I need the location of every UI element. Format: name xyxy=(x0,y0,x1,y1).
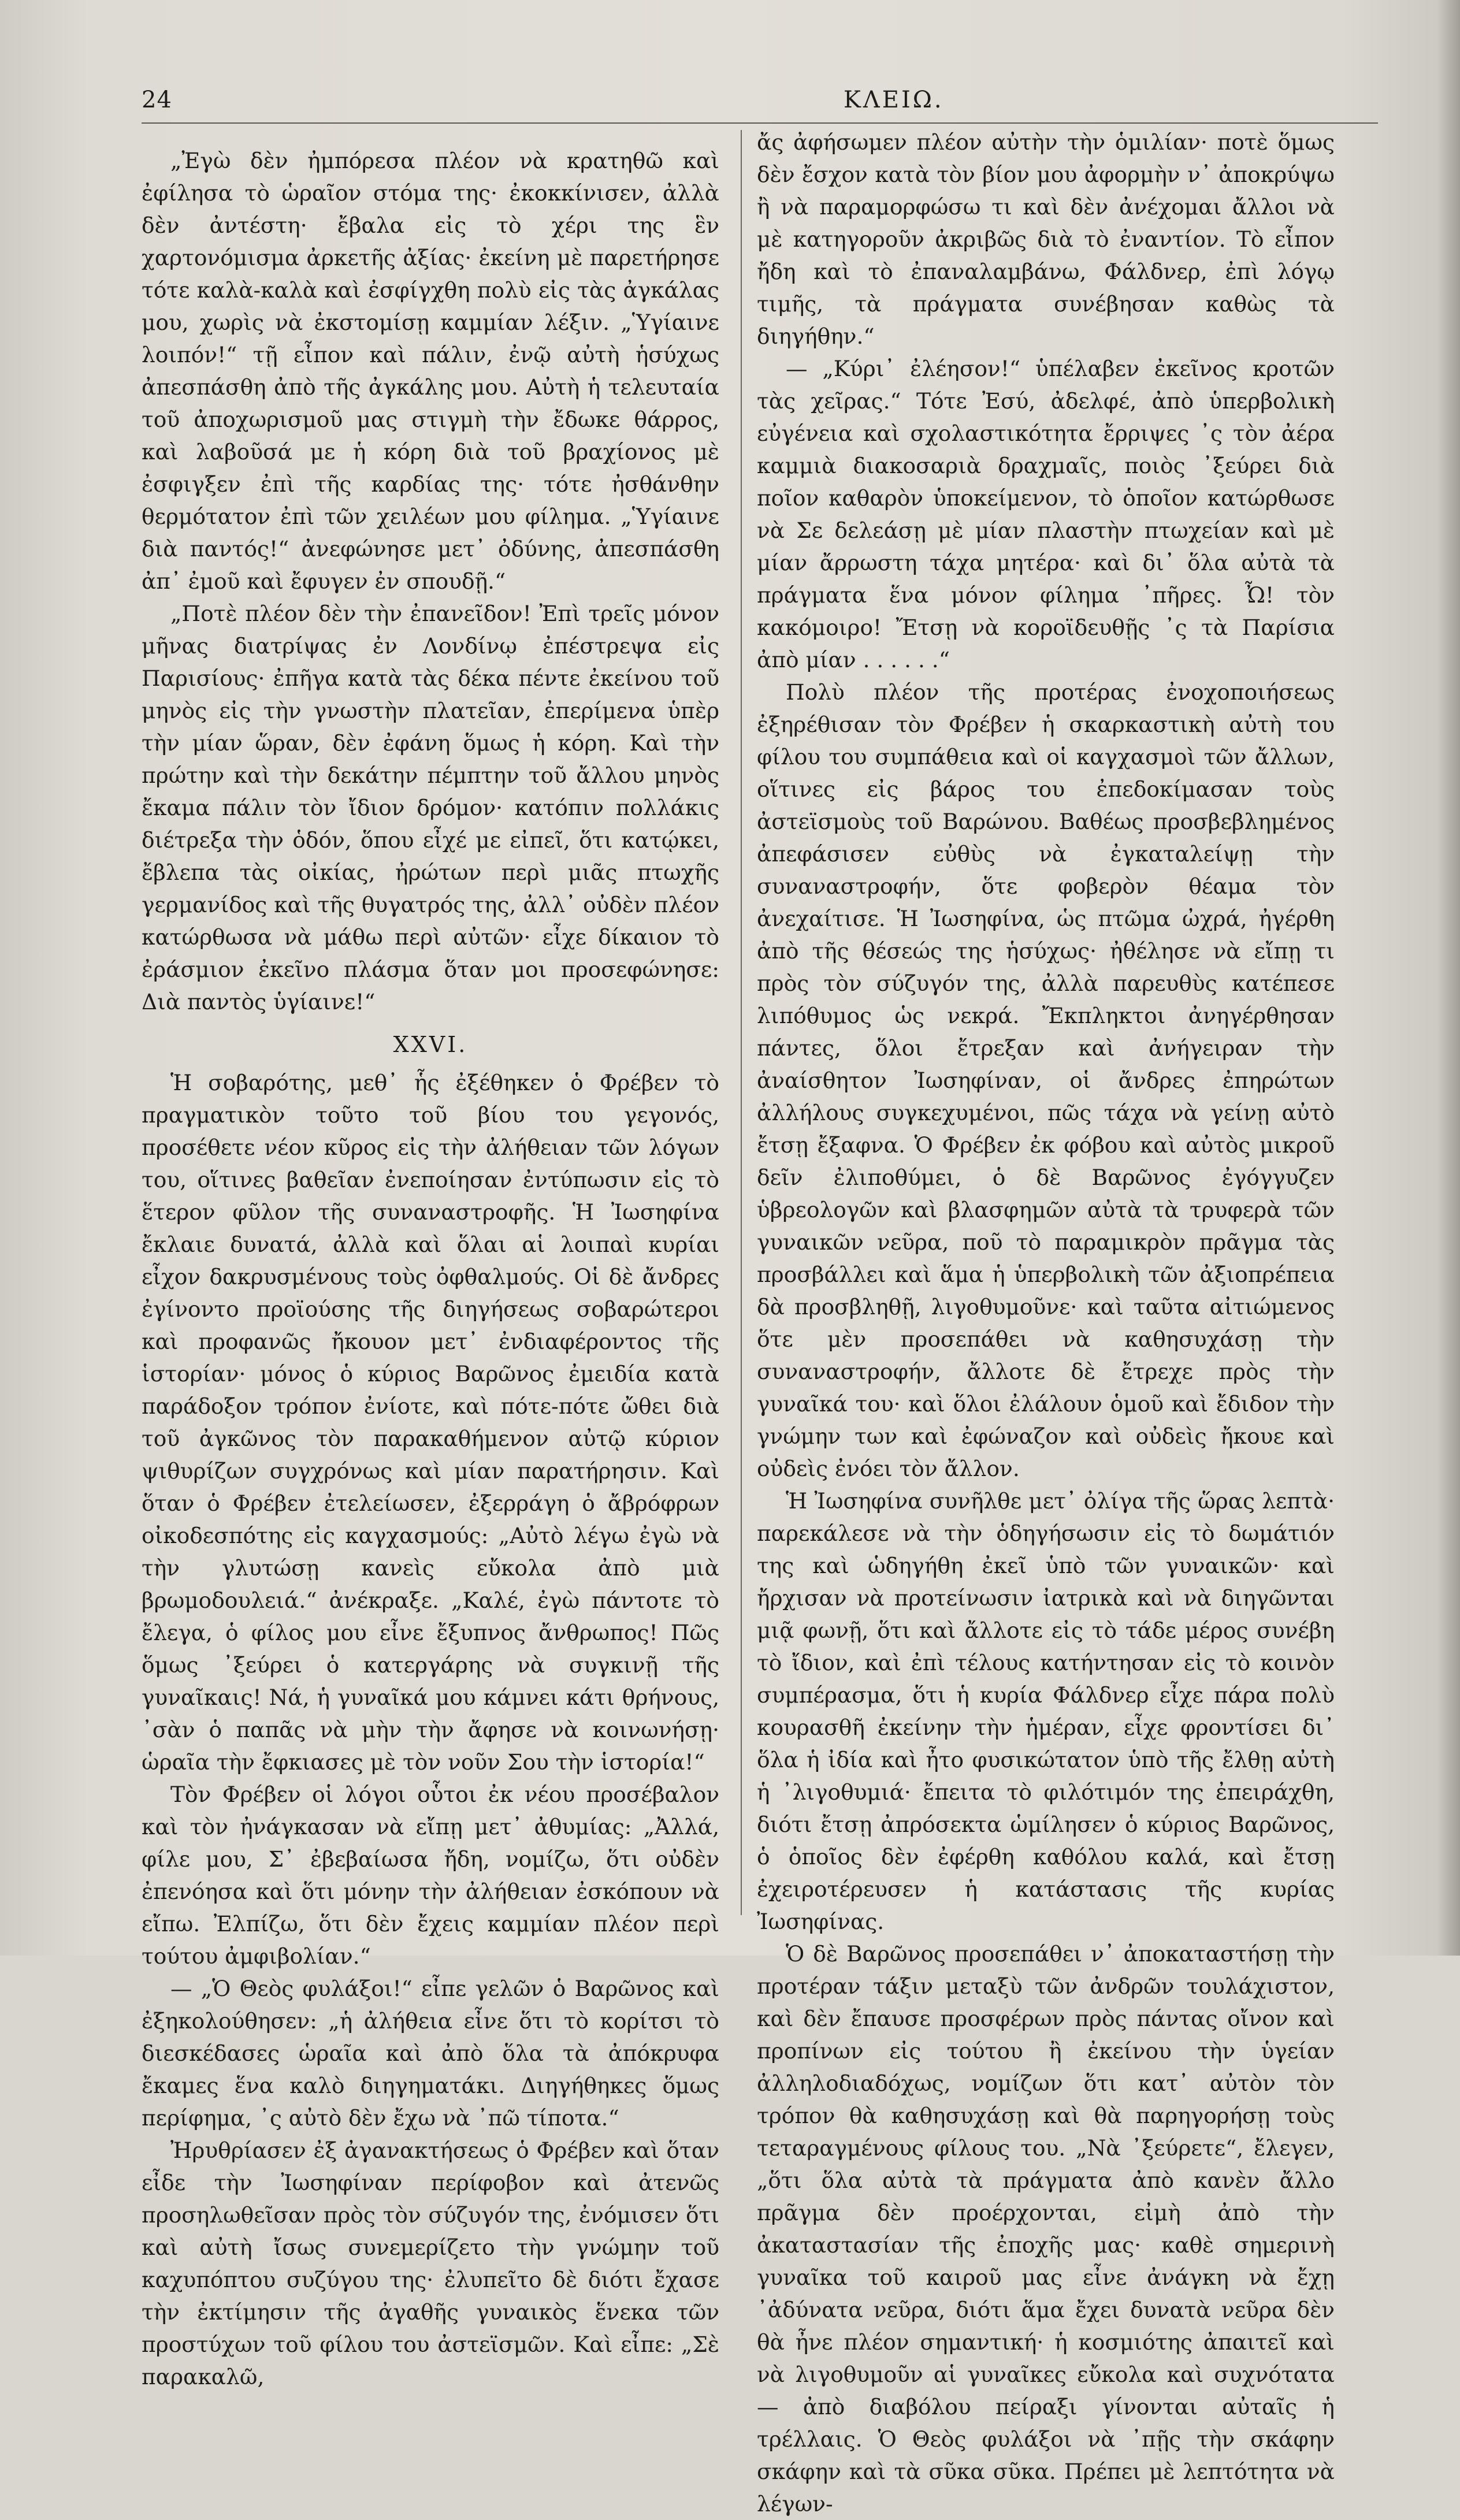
paragraph: Ὁ δὲ Βαρῶνος προσεπάθει ν᾽ ἀποκαταστήσῃ τὴν προτέραν τάξιν μεταξὺ τῶν ἀνδρῶν τουλάχιστον, καὶ δὲν ἔπαυσε προσφέρων πρὸς πάντας οἴνον καὶ προπίνων εἰς τούτου ἢ ἐκείνου τὴν ὑγείαν ἀλληλοδιαδόχως, νομίζων ὅτι κατ᾽ αὐτὸν τὸν τρόπον θὰ καθησυχάσῃ καὶ θὰ παρηγορήσῃ τοὺς τεταραγμένους φίλους του. „Νὰ ᾽ξεύρετε“, ἔλεγεν, „ὅτι ὅλα αὐτὰ τὰ πράγματα ἀπὸ κανὲν ἄλλο πρᾶγμα δὲν προέρχονται, εἰμὴ ἀπὸ τὴν ἀκαταστασίαν τῆς ἐποχῆς μας· καθὲ σημερινὴ γυναῖκα τοῦ καιροῦ μας εἶνε ἀνάγκη νὰ ἔχῃ ᾽ἀδύνατα νεῦρα, διότι ἅμα ἔχει δυνατὰ νεῦρα δὲν θὰ ἦνε πλέον σημαντική· ἡ κοσμιότης ἀπαιτεῖ καὶ νὰ λιγοθυμοῦν αἱ γυναῖκες εὔκολα καὶ συχνότατα — ἀπὸ διαβόλου πείραξι γίνονται αὐταῖς ἡ τρέλλαις. Ὁ Θεὸς φυλάξοι νὰ ᾽πῇς τὴν σκάφην σκάφην καὶ τὰ σῦκα σῦκα. Πρέπει μὲ λεπτότητα νὰ λέγων- xyxy=(757,1941,1335,2517)
column-divider xyxy=(741,130,742,1915)
paragraph: Ἡ Ἰωσηφίνα συνῆλθε μετ᾽ ὀλίγα τῆς ὥρας λεπτὰ· παρεκάλεσε νὰ τὴν ὁδηγήσωσιν εἰς τὸ δωμάτιόν της καὶ ὡδηγήθη ἐκεῖ ὑπὸ τῶν γυναικῶν· καὶ ἤρχισαν νὰ προτείνωσιν ἰατρικὰ καὶ νὰ διηγῶνται μιᾷ φωνῇ, ὅτι καὶ ἄλλοτε εἰς τὸ τάδε μέρος συνέβη τὸ ἴδιον, καὶ ἐπὶ τέλους κατήντησαν εἰς τὸ κοινὸν συμπέρασμα, ὅτι ἡ κυρία Φάλδνερ εἶχε πάρα πολὺ κουρασθῆ ἐκείνην τὴν ἡμέραν, εἶχε φροντίσει δι᾽ ὅλα ἡ ἰδία καὶ ἦτο φυσικώτατον ὑπὸ τῆς ἔλθῃ αὐτὴ ἡ ᾽λιγοθυμιά· ἔπειτα τὸ φιλότιμόν της ἐπειράχθη, διότι ἔτσῃ ἀπρόσεκτα ὡμίλησεν ὁ κύριος Βαρῶνος, ὁ ὁποῖος δὲν ἐφέρθη καθόλου καλά, καὶ ἔτσῃ ἐχειροτέρευσεν ἡ κατάστασις τῆς κυρίας Ἰωσηφίνας. xyxy=(757,1488,1335,1934)
left-column xyxy=(142,144,719,2393)
right-column xyxy=(757,126,1335,2520)
paragraph: Ἡ σοβαρότης, μεθ᾽ ἧς ἐξέθηκεν ὁ Φρέβεν τὸ πραγματικὸν τοῦτο τοῦ βίου του γεγονός, προσέθετε νέον κῦρος εἰς τὴν ἀλήθειαν τῶν λόγων του, οἵτινες βαθεῖαν ἐνεποίησαν ἐντύπωσιν εἰς τὸ ἕτερον φῦλον τῆς συναναστροφῆς. Ἡ Ἰωσηφίνα ἔκλαιε δυνατά, ἀλλὰ καὶ ὅλαι αἱ λοιπαὶ κυρίαι εἶχον δακρυσμένους τοὺς ὀφθαλμούς. Οἱ δὲ ἄνδρες ἐγίνοντο προϊούσης τῆς διηγήσεως σοβαρώτεροι καὶ προφανῶς ἤκουον μετ᾽ ἐνδιαφέροντος τῆς ἱστορίαν· μόνος ὁ κύριος Βαρῶνος ἐμειδία κατὰ παράδοξον τρόπον ἐνίοτε, καὶ πότε-πότε ὤθει διὰ τοῦ ἀγκῶνος τὸν παρακαθήμενον αὐτῷ κύριον ψιθυρίζων συγχρόνως καὶ μίαν παρατήρησιν. Καὶ ὅταν ὁ Φρέβεν ἐτελείωσεν, ἐξερράγη ὁ ἄβρόφρων οἰκοδεσπότης εἰς καγχασμούς: „Αὐτὸ λέγω ἐγὼ νὰ τὴν γλυτώσῃ κανεὶς εὔκολα ἀπὸ μιὰ βρωμοδουλειά.“ ἀνέκραξε. „Καλέ, ἐγὼ πάντοτε τὸ ἔλεγα, ὁ φίλος μου εἶνε ἔξυπνος ἄνθρωπος! Πῶς ὅμως ᾽ξεύρει ὁ κατεργάρης νὰ συγκινῇ τῆς γυναῖκαις! Νά, ἡ γυναῖκά μου κάμνει κάτι θρήνους, ᾽σὰν ὁ παπᾶς νὰ μὴν τὴν ἄφησε νὰ κοινωνήσῃ· ὡραῖα τὴν ἔφκιασες μὲ τὸν νοῦν Σου τὴν ἱστορία!“ xyxy=(142,1070,719,1775)
header-rule xyxy=(142,122,1378,124)
paragraph: — „Ὁ Θεὸς φυλάξοι!“ εἶπε γελῶν ὁ Βαρῶνος καὶ ἐξηκολούθησεν: „ἡ ἀλήθεια εἶνε ὅτι τὸ κορίτσι τὸ διεσκέδασες ὡραῖα καὶ ἀπὸ ὅλα τὰ ἀπόκρυφα ἔκαμες ἕνα καλὸ διηγηματάκι. Διηγήθηκες ὅμως περίφημα, ᾽ς αὐτὸ δὲν ἔχω νὰ ᾽πῶ τίποτα.“ xyxy=(142,1976,719,2131)
paragraph: — „Κύρι᾽ ἐλέησον!“ ὑπέλαβεν ἐκεῖνος κροτῶν τὰς χεῖρας.“ Τότε Ἐσύ, ἀδελφέ, ἀπὸ ὑπερβολικὴ εὐγένεια καὶ σχολαστικότητα ἔρριψες ᾽ς τὸν ἀέρα καμμιὰ διακοσαριὰ δραχμαῖς, ποιὸς ᾽ξεύρει διὰ ποῖον καθαρὸν ὑποκείμενον, τὸ ὁποῖον κατώρθωσε νὰ Σε δελεάσῃ μὲ μίαν πλαστὴν πτωχείαν καὶ μὲ μίαν ἄρρωστη τάχα μητέρα· καὶ δι᾽ ὅλα αὐτὰ τὰ πράγματα ἕνα μόνον φίλημα ᾽πῆρες. Ὦ! τὸν κακόμοιρο! Ἔτσῃ νὰ κοροϊδευθῇς ᾽ς τὰ Παρίσια ἀπὸ μίαν . . . . . .“ xyxy=(757,356,1335,672)
section-heading: XXVI. xyxy=(393,1032,468,1057)
paragraph: „Ἐγὼ δὲν ἠμπόρεσα πλέον νὰ κρατηθῶ καὶ ἐφίλησα τὸ ὡραῖον στόμα της· ἐκοκκίνισεν, ἀλλὰ δὲν ἀντέστη· ἔβαλα εἰς τὸ χέρι της ἓν χαρτονόμισμα ἀρκετῆς ἀξίας· ἐκείνη μὲ παρετήρησε τότε καλὰ-καλὰ καὶ ἐσφίγχθη πολὺ εἰς τὰς ἀγκάλας μου, χωρὶς νὰ ἐκστομίσῃ καμμίαν λέξιν. „Ὑγίαινε λοιπόν!“ τῇ εἶπον καὶ πάλιν, ἐνῷ αὐτὴ ἡσύχως ἀπεσπάσθη ἀπὸ τῆς ἀγκάλης μου. Αὐτὴ ἡ τελευταία τοῦ ἀποχωρισμοῦ μας στιγμὴ τὴν ἔδωκε θάρρος, καὶ λαβοῦσά με ἡ κόρη διὰ τοῦ βραχίονος μὲ ἐσφιγξεν ἐπὶ τῆς καρδίας της· τότε ἠσθάνθην θερμότατον ἐπὶ τῶν χειλέων μου φίλημα. „Ὑγίαινε διὰ παντός!“ ἀνεφώνησε μετ᾽ ὀδύνης, ἀπεσπάσθη ἀπ᾽ ἐμοῦ καὶ ἔφυγεν ἐν σπουδῇ.“ xyxy=(142,148,719,594)
running-title: ΚΛΕΙΩ. xyxy=(844,87,944,113)
paragraph: ἄς ἀφήσωμεν πλέον αὐτὴν τὴν ὁμιλίαν· ποτὲ ὅμως δὲν ἔσχον κατὰ τὸν βίον μου ἀφορμὴν ν᾽ ἀποκρύψω ἢ νὰ παραμορφώσω τι καὶ δὲν ἀνέχομαι ἄλλοι νὰ μὲ κατηγοροῦν ἀκριβῶς διὰ τὸ ἐναντίον. Τὸ εἶπον ἤδη καὶ τὸ ἐπαναλαμβάνω, Φάλδνερ, ἐπὶ λόγῳ τιμῆς, τὰ πράγματα συνέβησαν καθὼς τὰ διηγήθην.“ xyxy=(757,129,1335,349)
page-edge-shadow xyxy=(1437,0,1460,1956)
paragraph: Τὸν Φρέβεν οἱ λόγοι οὗτοι ἐκ νέου προσέβαλον καὶ τὸν ἠνάγκασαν νὰ εἴπῃ μετ᾽ ἀθυμίας: „Ἀλλά, φίλε μου, Σ᾽ ἐβεβαίωσα ἤδη, νομίζω, ὅτι οὐδὲν ἐπενόησα καὶ ὅτι μόνην τὴν ἀλήθειαν ἐσκόπουν νὰ εἴπω. Ἐλπίζω, ὅτι δὲν ἔχεις καμμίαν πλέον περὶ τούτου ἀμφιβολίαν.“ xyxy=(142,1782,719,1969)
paragraph: „Ποτὲ πλέον δὲν τὴν ἐπανεῖδον! Ἐπὶ τρεῖς μόνον μῆνας διατρίψας ἐν Λονδίνῳ ἐπέστρεψα εἰς Παρισίους· ἐπῆγα κατὰ τὰς δέκα πέντε ἐκείνου τοῦ μηνὸς εἰς τὴν γνωστὴν πλατεῖαν, ἐπερίμενα ὑπὲρ τὴν μίαν ὥραν, δὲν ἐφάνη ὅμως ἡ κόρη. Καὶ τὴν πρώτην καὶ τὴν δεκάτην πέμπτην τοῦ ἄλλου μηνὸς ἔκαμα πάλιν τὸν ἴδιον δρόμον· κατόπιν πολλάκις διέτρεξα τὴν ὁδόν, ὅπου εἶχέ με εἰπεῖ, ὅτι κατῴκει, ἔβλεπα τὰς οἰκίας, ἠρώτων περὶ μιᾶς πτωχῆς γερμανίδος καὶ τῆς θυγατρός της, ἀλλ᾽ οὐδὲν πλέον κατώρθωσα νὰ μάθω περὶ αὐτῶν· εἶχε δίκαιον τὸ ἐράσμιον ἐκεῖνο πλάσμα ὅταν μοι προσεφώνησε: Διὰ παντὸς ὑγίαινε!“ xyxy=(142,601,719,1014)
page-header xyxy=(142,87,1378,121)
paragraph: Ἠρυθρίασεν ἐξ ἀγανακτήσεως ὁ Φρέβεν καὶ ὅταν εἶδε τὴν Ἰωσηφίναν περίφοβον καὶ ἀτενῶς προσηλωθεῖσαν πρὸς τὸν σύζυγόν της, ἐνόμισεν ὅτι καὶ αὐτὴ ἴσως συνεμερίζετο τὴν γνώμην τοῦ καχυπόπτου συζύγου της· ἐλυπεῖτο δὲ διότι ἔχασε τὴν ἐκτίμησιν τῆς ἀγαθῆς γυναικὸς ἕνεκα τῶν προστύχων τοῦ φίλου του ἀστεϊσμῶν. Καὶ εἶπε: „Σὲ παρακαλῶ, xyxy=(142,2138,719,2389)
page-number: 24 xyxy=(142,87,172,113)
paragraph: Πολὺ πλέον τῆς προτέρας ἐνοχοποιήσεως ἐξηρέθισαν τὸν Φρέβεν ἡ σκαρκαστικὴ αὐτὴ του φίλου του συμπάθεια καὶ οἱ καγχασμοὶ τῶν ἄλλων, οἵτινες εἰς βάρος του ἐπεδοκίμασαν τοὺς ἀστεϊσμοὺς τοῦ Βαρώνου. Βαθέως προσβεβλημένος ἀπεφάσισεν εὐθὺς νὰ ἐγκαταλείψῃ τὴν συναναστροφήν, ὅτε φοβερὸν θέαμα τὸν ἀνεχαίτισε. Ἡ Ἰωσηφίνα, ὡς πτῶμα ὠχρά, ἠγέρθη ἀπὸ τῆς θέσεώς της ἡσύχως· ἠθέλησε νὰ εἴπῃ τι πρὸς τὸν σύζυγόν της, ἀλλὰ παρευθὺς κατέπεσε λιπόθυμος ὡς νεκρά. Ἔκπληκτοι ἀνηγέρθησαν πάντες, ὅλοι ἔτρεξαν καὶ ἀνήγειραν τὴν ἀναίσθητον Ἰωσηφίναν, οἱ ἄνδρες ἐπηρώτων ἀλλήλους συγκεχυμένοι, πῶς τάχα νὰ γείνῃ αὐτὸ ἔτσῃ ἔξαφνα. Ὁ Φρέβεν ἐκ φόβου καὶ αὐτὸς μικροῦ δεῖν ἐλιποθύμει, ὁ δὲ Βαρῶνος ἐγόγγυζεν ὑβρεολογῶν καὶ βλασφημῶν αὐτὰ τὰ τρυφερὰ τῶν γυναικῶν νεῦρα, ποῦ τὸ παραμικρὸν πρᾶγμα τὰς προσβάλλει καὶ ἅμα ἡ ὑπερβολικὴ τῶν ἀξιοπρέπεια δὰ προσβληθῇ, λιγοθυμοῦνε· καὶ ταῦτα αἰτιώμενος ὅτε μὲν προσεπάθει νὰ καθησυχάσῃ τὴν συναναστροφήν, ἄλλοτε δὲ ἔτρεχε πρὸς τὴν γυναῖκά του· καὶ ὅλοι ἐλάλουν ὁμοῦ καὶ ἔδιδον τὴν γνώμην των καὶ ἐφώναζον καὶ οὐδεὶς ἤκουε καὶ οὐδεὶς ἐνόει τὸν ἄλλον. xyxy=(757,679,1335,1481)
